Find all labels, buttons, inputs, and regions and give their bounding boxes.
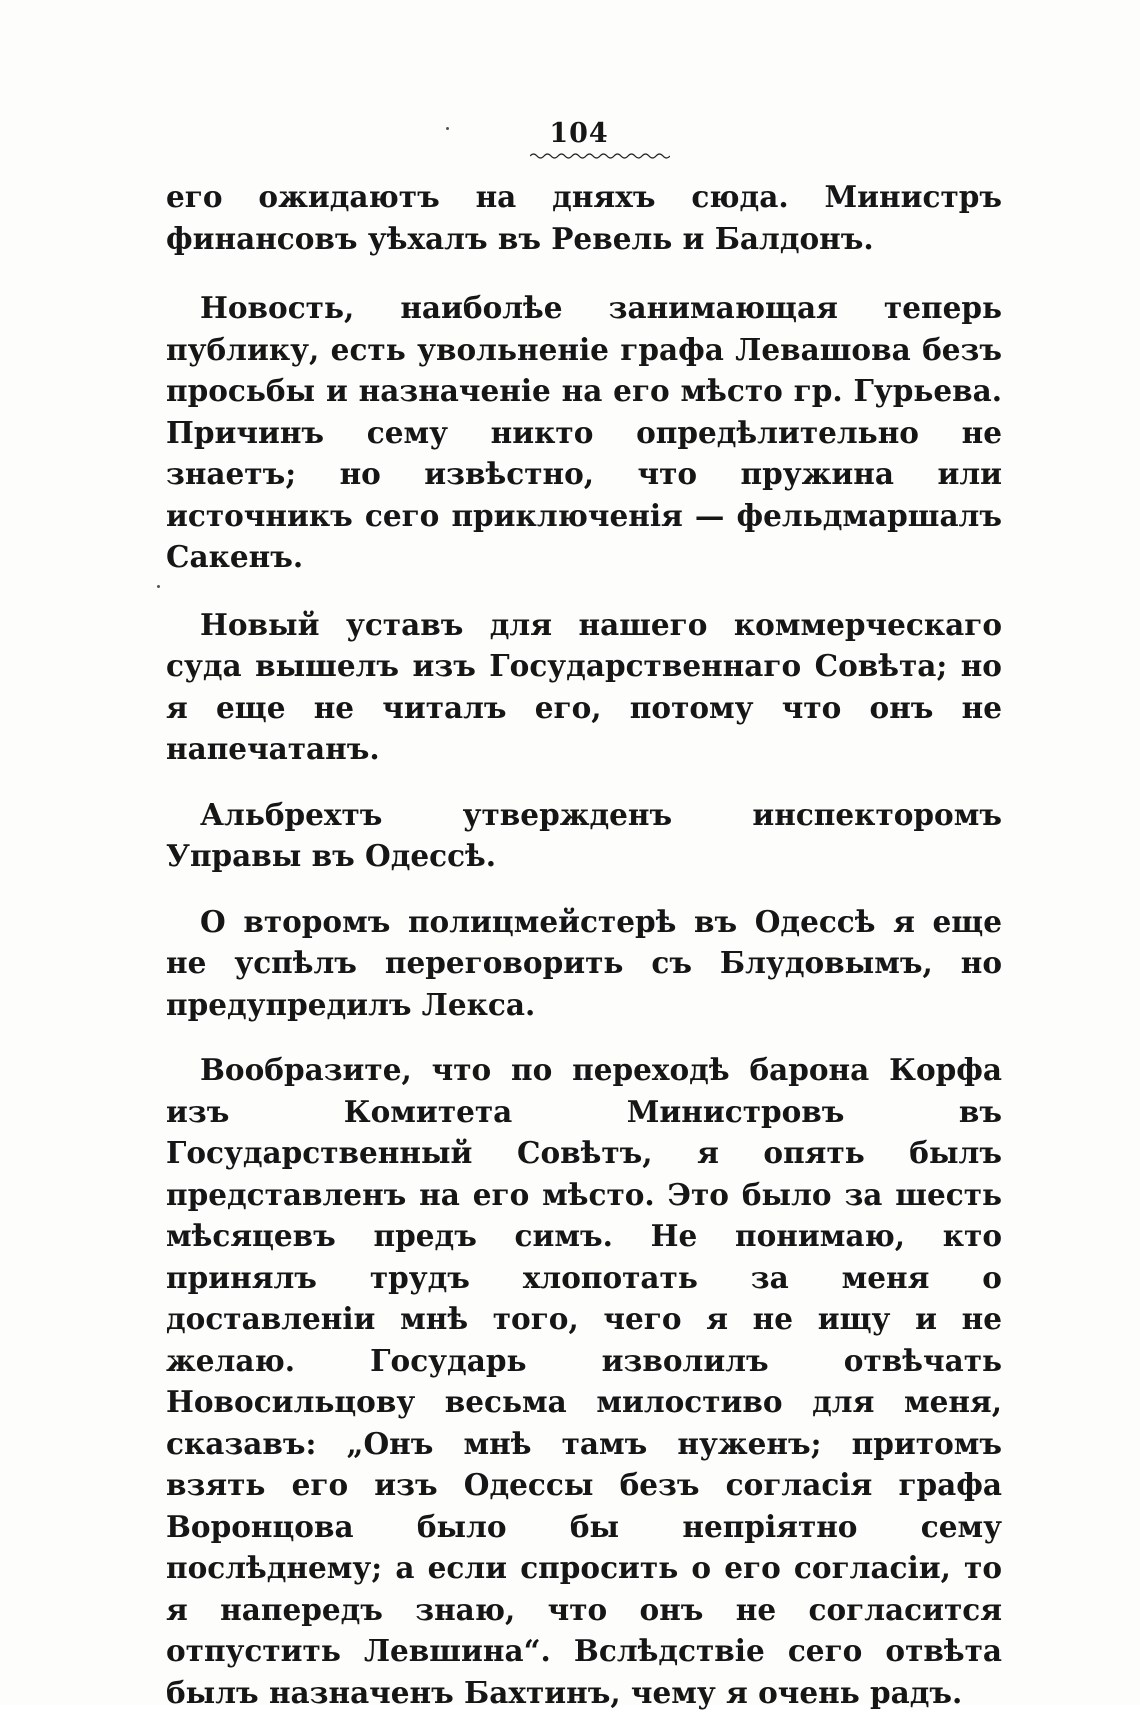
margin-speck xyxy=(446,127,449,130)
paragraph-2: Новость, наиболѣе занимающая теперь публику, есть увольненіе графа Левашова безъ просьбы и назначеніе на его мѣсто гр. Гурьева. Причинъ сему никто опредѣлительно не знаетъ; но извѣстно, что пружина или источникъ сего приключенія — фельдмаршалъ Сакенъ. xyxy=(166,290,1002,574)
text-body xyxy=(166,176,1002,1713)
paragraph-5: О второмъ полицмейстерѣ въ Одессѣ я еще не успѣлъ переговорить съ Блудовымъ, но предупредилъ Лекса. xyxy=(166,903,1002,1022)
paragraph-3: Новый уставъ для нашего коммерческаго суда вышелъ изъ Государственнаго Совѣта; но я еще не читалъ его, потому что онъ не напечатанъ. xyxy=(166,606,1002,766)
wavy-rule-ornament xyxy=(530,151,670,161)
paragraph-1: его ожидаютъ на дняхъ сюда. Министръ финансовъ уѣхалъ въ Ревель и Балдонъ. xyxy=(166,179,1002,256)
paragraph-4: Альбрехтъ утвержденъ инспекторомъ Управы въ Одессѣ. xyxy=(166,796,1002,873)
margin-speck xyxy=(157,585,160,588)
paragraph-6: Вообразите, что по переходѣ барона Корфа изъ Комитета Министровъ въ Государственный Совѣтъ, я опять былъ представленъ на его мѣсто. Это было за шесть мѣсяцевъ предъ симъ. Не понимаю, кто принялъ трудъ хлопотать за меня о доставленіи мнѣ того, чего я не ищу и не желаю. Государь изволилъ отвѣчать Новосильцову весьма милостиво для меня, сказавъ: „Онъ мнѣ тамъ нуженъ; притомъ взять его изъ Одессы безъ согласія графа Воронцова было бы непріятно сему послѣднему; а если спросить о его согласіи, то я напередъ знаю, что онъ не согласится отпустить Левшина“. Вслѣдствіе сего отвѣта былъ назначенъ Бахтинъ, чему я очень радъ. xyxy=(166,1052,1002,1710)
page-number: 104 xyxy=(549,118,609,149)
page-header xyxy=(0,118,1140,161)
